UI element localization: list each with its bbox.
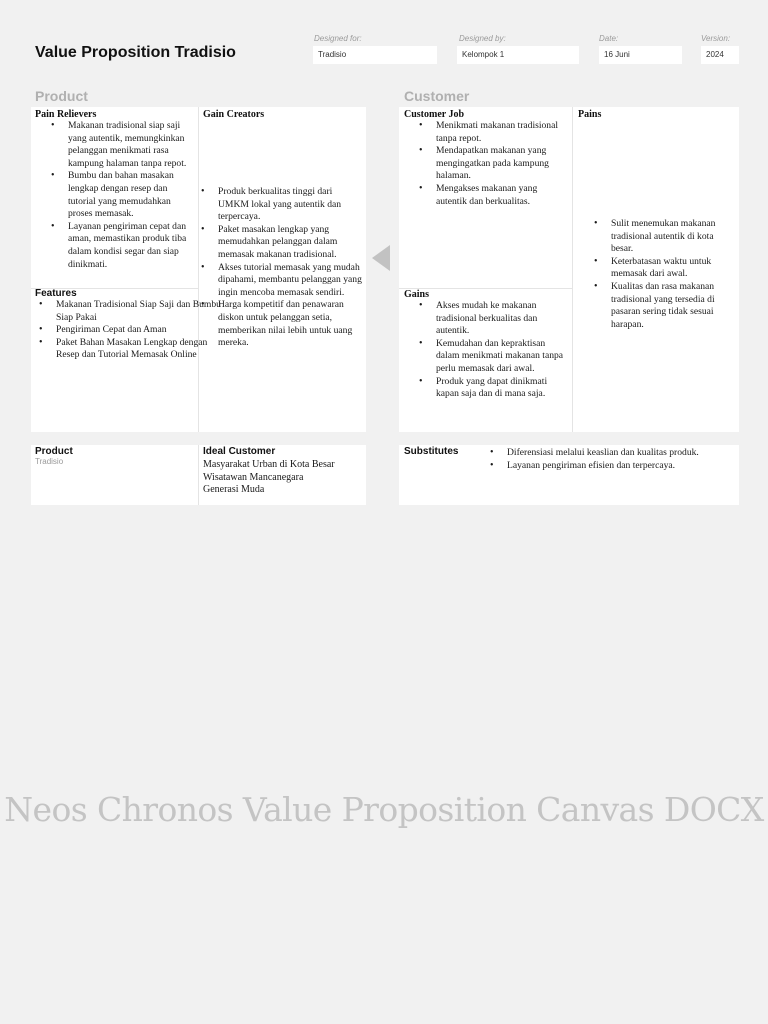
customer-panel bbox=[399, 107, 739, 432]
divider bbox=[198, 107, 199, 432]
customer-job-title: Customer Job bbox=[404, 109, 465, 120]
product-heading: Product bbox=[35, 88, 88, 104]
list-item: • Makanan tradisional siap saji yang autentik, memungkinkan pelanggan menikmati rasa kampung halaman tanpa repot. bbox=[68, 120, 192, 170]
list-item: • Bumbu dan bahan masakan lengkap dengan resep dan tutorial yang memudahkan proses memasak. bbox=[68, 170, 192, 220]
list-item: • Kemudahan dan kepraktisan dalam menikmati makanan tanpa perlu memasak dari awal. bbox=[436, 338, 569, 376]
list-item: • Menikmati makanan tradisional tanpa repot. bbox=[436, 120, 569, 145]
ideal-customer-cell bbox=[203, 446, 363, 497]
gains-list bbox=[436, 300, 569, 401]
pains-cell bbox=[578, 109, 738, 331]
version-field[interactable]: 2024 bbox=[701, 46, 739, 64]
gain-creators-list bbox=[218, 186, 363, 350]
list-item: • Harga kompetitif dan penawaran diskon untuk pelanggan setia, memberikan nilai lebih untuk uang mereka. bbox=[218, 299, 363, 349]
gain-creators-title: Gain Creators bbox=[203, 109, 265, 120]
divider bbox=[572, 107, 573, 432]
list-item: • Produk yang dapat dinikmati kapan saja dan di mana saja. bbox=[436, 376, 569, 401]
features-cell bbox=[35, 288, 235, 362]
product-summary-panel bbox=[31, 445, 366, 505]
version-label: Version: bbox=[701, 34, 731, 43]
list-item: • Diferensiasi melalui keaslian dan kualitas produk. bbox=[507, 447, 707, 460]
customer-job-list bbox=[436, 120, 569, 208]
list-item: • Akses mudah ke makanan tradisional berkualitas dan autentik. bbox=[436, 300, 569, 338]
substitutes-panel bbox=[399, 445, 739, 505]
customer-heading: Customer bbox=[404, 88, 470, 104]
substitutes-title-cell bbox=[404, 446, 484, 457]
list-item: • Sulit menemukan makanan tradisional autentik di kota besar. bbox=[611, 218, 736, 256]
pain-relievers-cell bbox=[35, 109, 195, 271]
designed-for-label: Designed for: bbox=[314, 34, 362, 43]
list-item: • Mengakses makanan yang autentik dan berkualitas. bbox=[436, 183, 569, 208]
designed-by-label: Designed by: bbox=[459, 34, 506, 43]
list-item: • Pengiriman Cepat dan Aman bbox=[56, 324, 232, 337]
features-list bbox=[56, 299, 232, 362]
pains-list bbox=[611, 218, 736, 331]
product-panel bbox=[31, 107, 366, 432]
product-summary-value: Tradisio bbox=[35, 457, 64, 466]
gains-title: Gains bbox=[404, 289, 430, 300]
designed-for-field[interactable]: Tradisio bbox=[313, 46, 437, 64]
ideal-customer-line: Wisatawan Mancanegara bbox=[203, 471, 304, 483]
date-label: Date: bbox=[599, 34, 619, 43]
list-item: • Paket Bahan Masakan Lengkap dengan Resep dan Tutorial Memasak Online bbox=[56, 337, 232, 362]
customer-job-cell bbox=[404, 109, 569, 208]
ideal-customer-title: Ideal Customer bbox=[203, 446, 276, 457]
list-item: • Kualitas dan rasa makanan tradisional yang tersedia di pasaran sering tidak sesuai harapan. bbox=[611, 281, 736, 331]
divider bbox=[198, 445, 199, 505]
pains-title: Pains bbox=[578, 109, 602, 120]
designed-by-field[interactable]: Kelompok 1 bbox=[457, 46, 579, 64]
product-summary-cell bbox=[35, 446, 195, 466]
list-item: • Mendapatkan makanan yang mengingatkan pada kampung halaman. bbox=[436, 145, 569, 183]
ideal-customer-line: Masyarakat Urban di Kota Besar bbox=[203, 459, 335, 470]
substitutes-title: Substitutes bbox=[404, 446, 459, 457]
pain-relievers-list bbox=[68, 120, 192, 271]
list-item: • Keterbatasan waktu untuk memasak dari awal. bbox=[611, 256, 736, 281]
list-item: • Produk berkualitas tinggi dari UMKM lokal yang autentik dan terpercaya. bbox=[218, 186, 363, 224]
page-title: Value Proposition Tradisio bbox=[35, 44, 236, 61]
ideal-customer-line: Generasi Muda bbox=[203, 484, 265, 495]
gains-cell bbox=[404, 289, 569, 401]
list-item: • Layanan pengiriman cepat dan aman, memastikan produk tiba dalam kondisi segar dan siap dinikmati. bbox=[68, 221, 192, 271]
watermark-text: Neos Chronos Value Proposition Canvas DOCX bbox=[4, 790, 764, 829]
list-item: • Akses tutorial memasak yang mudah dipahami, membantu pelanggan yang ingin mencoba memasak sendiri. bbox=[218, 262, 363, 300]
list-item: • Layanan pengiriman efisien dan terpercaya. bbox=[507, 460, 707, 473]
substitutes-list bbox=[507, 447, 707, 472]
arrow-left-icon bbox=[372, 245, 390, 271]
product-summary-title: Product bbox=[35, 446, 73, 457]
pain-relievers-title: Pain Relievers bbox=[35, 109, 97, 120]
list-item: • Paket masakan lengkap yang memudahkan pelanggan dalam memasak makanan tradisional. bbox=[218, 224, 363, 262]
date-field[interactable]: 16 Juni bbox=[599, 46, 682, 64]
features-title: Features bbox=[35, 288, 77, 299]
list-item: • Makanan Tradisional Siap Saji dan Bumbu Siap Pakai bbox=[56, 299, 232, 324]
